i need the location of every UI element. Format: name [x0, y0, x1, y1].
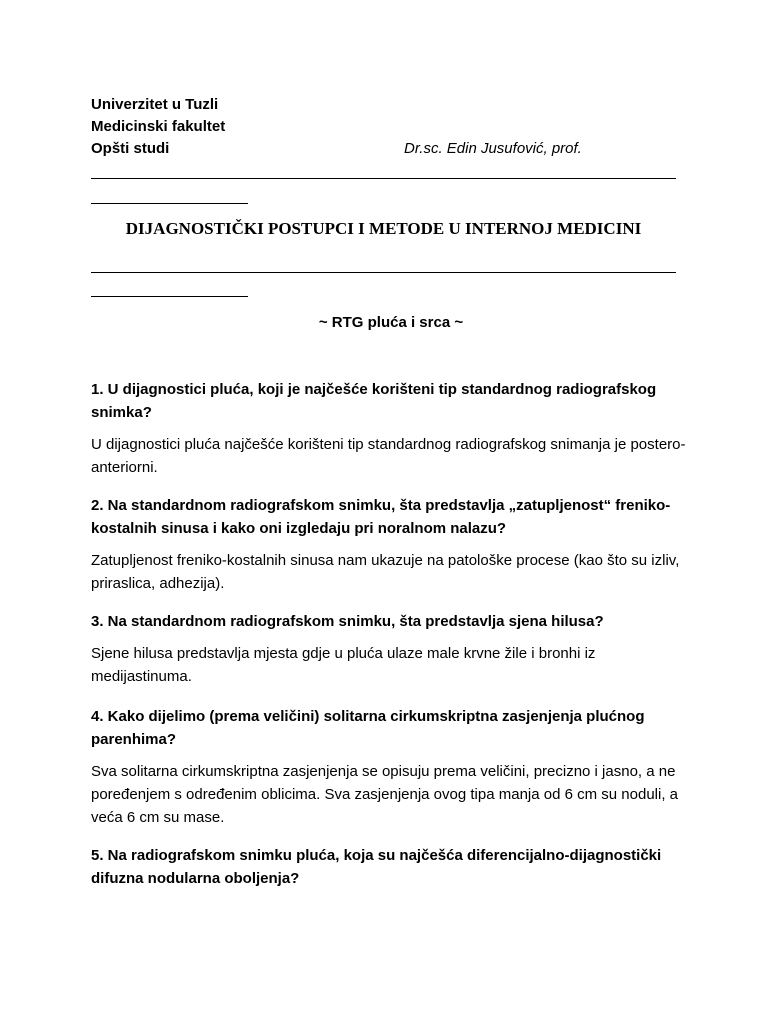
separator-rule: [91, 178, 676, 179]
qa-item: [91, 494, 691, 595]
study-program: Opšti studi: [91, 140, 170, 157]
author-name: Dr.sc. Edin Jusufović, prof.: [404, 140, 582, 157]
separator-rule: [91, 272, 676, 273]
document-title: DIJAGNOSTIČKI POSTUPCI I METODE U INTERNOJ MEDICINI: [125, 219, 642, 238]
qa-item: [91, 705, 691, 829]
qa-item: [91, 610, 691, 688]
separator-rule-short: [91, 203, 248, 204]
faculty-name: Medicinski fakultet: [91, 118, 226, 135]
answer-text: Sva solitarna cirkumskriptna zasjenjenja se opisuju prema veličini, precizno i jasno, a ne poređenjem s određenim oblicima. Sva zasjenjenja ovog tipa manja od 6 cm su noduli, a veća 6 cm su mase.: [91, 763, 678, 826]
answer-text: U dijagnostici pluća najčešće korišteni tip standardnog radiografskog snimanja je postero-anteriorni.: [91, 436, 686, 476]
question-text: 1. U dijagnostici pluća, koji je najčešće korišteni tip standardnog radiografskog snimka?: [91, 381, 657, 421]
question-text: 2. Na standardnom radiografskom snimku, šta predstavlja „zatupljenost“ freniko-kostalnih sinusa i kako oni izgledaju pri noralnom nalazu?: [91, 497, 671, 537]
section-subtitle: ~ RTG pluća i srca ~: [318, 314, 464, 331]
question-text: 5. Na radiografskom snimku pluća, koja su najčešća diferencijalno-dijagnostički difuzna nodularna oboljenja?: [91, 847, 662, 887]
separator-rule-short: [91, 296, 248, 297]
university-name: Univerzitet u Tuzli: [91, 96, 219, 113]
question-text: 3. Na standardnom radiografskom snimku, šta predstavlja sjena hilusa?: [91, 613, 604, 630]
answer-text: Sjene hilusa predstavlja mjesta gdje u pluća ulaze male krvne žile i bronhi iz medijastinuma.: [91, 645, 596, 685]
question-text: 4. Kako dijelimo (prema veličini) solitarna cirkumskriptna zasjenjenja plućnog parenhima?: [91, 708, 645, 748]
qa-item: [91, 844, 691, 890]
answer-text: Zatupljenost freniko-kostalnih sinusa nam ukazuje na patološke procese (kao što su izliv, priraslica, adhezija).: [91, 552, 680, 592]
qa-item: [91, 378, 691, 479]
